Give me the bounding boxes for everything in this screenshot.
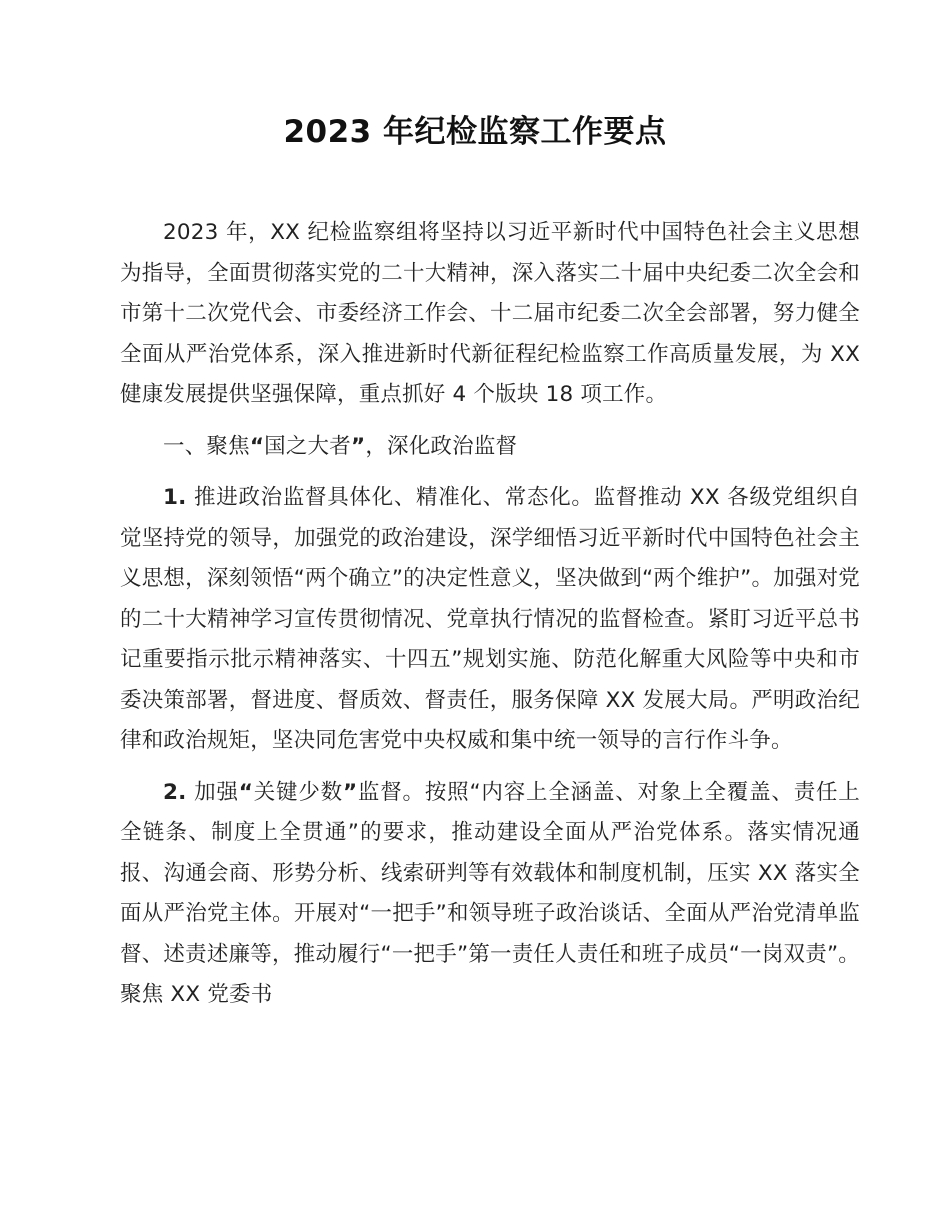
item-paragraph-1 bbox=[120, 478, 860, 762]
intro-paragraph: 2023 年，XX 纪检监察组将坚持以习近平新时代中国特色社会主义思想为指导，全面贯彻落实党的二十大精神，深入落实二十届中央纪委二次全会和市第十二次党代会、市委经济工作会、十二届市纪委二次全会部署，努力健全全面从严治党体系，深入推进新时代新征程纪检监察工作高质量发展，为 XX 健康发展提供坚强保障，重点抓好 4 个版块 18 项工作。 bbox=[120, 220, 860, 407]
section-heading-prefix: 一、聚焦 bbox=[163, 433, 250, 459]
item-text-2: 监督。按照“内容上全涵盖、对象上全覆盖、责任上全链条、制度上全贯通”的要求，推动建设全面从严治党体系。落实情况通报、沟通会商、形势分析、线索研判等有效载体和制度机制，压实 XX 落实全面从严治党主体。开展对“一把手”和领导班子政治谈话、全面从严治党清单监督、述责述廉等，推动履行“一把手”第一责任人责任和班子成员“一岗双责”。聚焦 XX 党委书 bbox=[120, 779, 861, 1007]
item-number-1: 1. bbox=[163, 485, 187, 510]
section-heading-suffix: ，深化政治监督 bbox=[365, 433, 518, 459]
item-lead-2: 加强 bbox=[186, 779, 239, 805]
section-heading-quote-close: ” bbox=[350, 433, 366, 459]
item-paragraph-2 bbox=[120, 773, 860, 1016]
item-quote-open-2: “ bbox=[238, 779, 254, 805]
section-heading-1 bbox=[120, 427, 860, 468]
item-quote-close-2: ” bbox=[342, 779, 358, 805]
section-heading-quoted: 国之大者 bbox=[264, 433, 351, 459]
item-quoted-2: 关键少数 bbox=[253, 779, 343, 805]
section-heading-quote-open: “ bbox=[249, 433, 265, 459]
document-title: 2023 年纪检监察工作要点 bbox=[283, 114, 667, 150]
document-body bbox=[120, 213, 860, 1016]
item-number-2: 2. bbox=[163, 779, 187, 805]
item-text-1: 推进政治监督具体化、精准化、常态化。监督推动 XX 各级党组织自觉坚持党的领导，加强党的政治建设，深学细悟习近平新时代中国特色社会主义思想，深刻领悟“两个确立”的决定性意义，坚决做到“两个维护”。加强对党的二十大精神学习宣传贯彻情况、党章执行情况的监督检查。紧盯习近平总书记重要指示批示精神落实、十四五”规划实施、防范化解重大风险等中央和市委决策部署，督进度、督质效、督责任，服务保障 XX 发展大局。严明政治纪律和政治规矩，坚决同危害党中央权威和集中统一领导的言行作斗争。 bbox=[120, 485, 860, 753]
